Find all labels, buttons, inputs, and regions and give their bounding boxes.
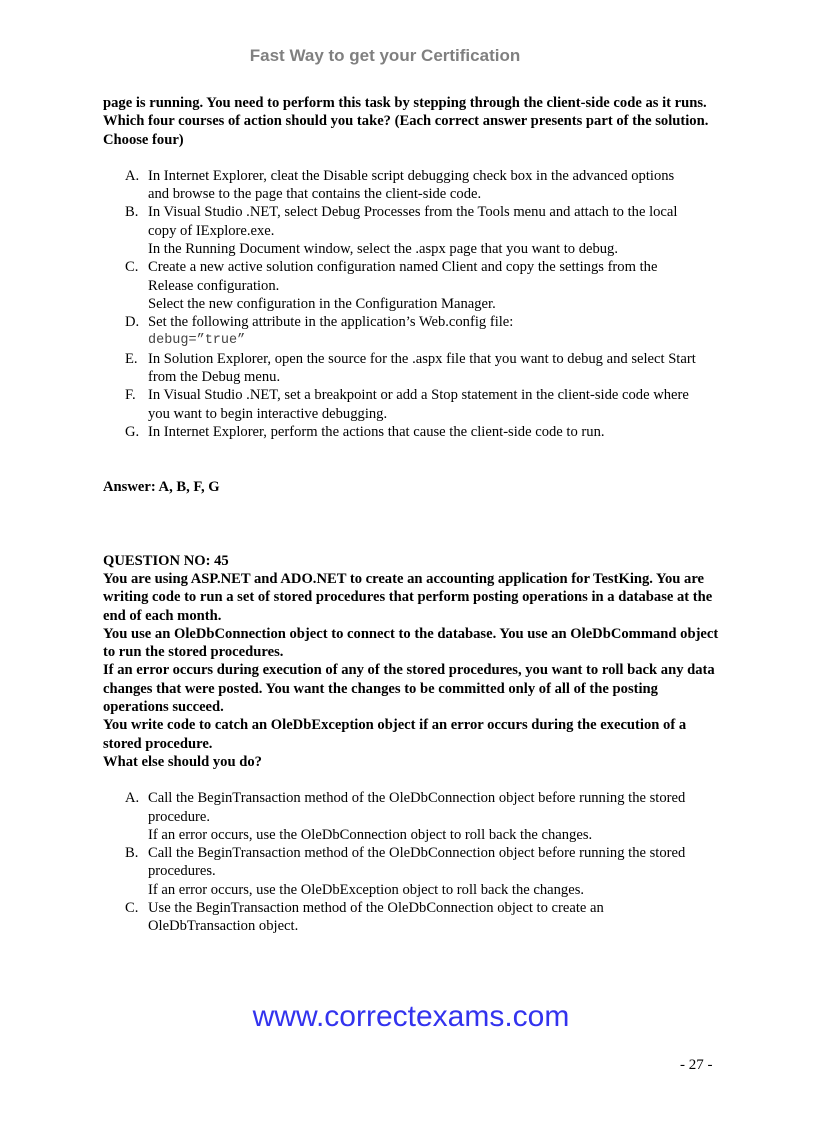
q44-option-f [103, 386, 723, 423]
option-text: Call the BeginTransaction method of the OleDbConnection object before running the stored [148, 790, 686, 807]
option-text: Release configuration. [148, 277, 280, 294]
option-text: OleDbTransaction object. [148, 918, 299, 935]
code-snippet: debug=”true” [148, 332, 246, 348]
q45-body-1: You are using ASP.NET and ADO.NET to create an accounting application for TestKing. You are writing code to run a set of stored procedures that perform posting operations in a database at the end of each month. [103, 570, 713, 624]
q45-option-c [103, 899, 723, 936]
q44-intro-1: page is running. You need to perform this task by stepping through the client-side code as it runs. [103, 95, 707, 111]
option-text: If an error occurs, use the OleDbConnection object to roll back the changes. [148, 826, 593, 843]
option-text: Create a new active solution configuration named Client and copy the settings from the [148, 259, 658, 276]
option-letter: D. [125, 314, 140, 331]
option-letter: F. [125, 387, 136, 404]
q44-intro-2: Which four courses of action should you take? (Each correct answer presents part of the solution. Choose four) [103, 113, 709, 148]
option-letter: B. [125, 845, 139, 862]
option-letter: E. [125, 350, 138, 367]
website-link[interactable]: www.correctexams.com [252, 1000, 570, 1033]
q45-option-a [103, 789, 723, 844]
q44-option-e [103, 350, 723, 387]
option-letter: G. [125, 424, 140, 441]
option-text: you want to begin interactive debugging. [148, 405, 388, 422]
q44-option-d [103, 313, 723, 350]
q45-body-3: If an error occurs during execution of any of the stored procedures, you want to roll back any data changes that were posted. You want the changes to be committed only of all of the posting operations succeed. [103, 662, 715, 716]
q45-option-b [103, 844, 723, 899]
q45-options [103, 789, 723, 935]
q45-body-4: You write code to catch an OleDbException object if an error occurs during the execution of a stored procedure. [103, 717, 687, 752]
q44-options [103, 167, 723, 441]
option-text: procedures. [148, 863, 216, 880]
q44-answer: Answer: A, B, F, G [103, 479, 220, 496]
q45-heading: QUESTION NO: 45 [103, 552, 229, 569]
option-text: and browse to the page that contains the client-side code. [148, 186, 482, 203]
option-letter: B. [125, 204, 139, 221]
q45-body-2: You use an OleDbConnection object to connect to the database. You use an OleDbCommand object to run the stored procedures. [103, 625, 719, 661]
option-letter: C. [125, 899, 139, 916]
q44-option-b [103, 203, 723, 258]
q44-option-c [103, 258, 723, 313]
option-text: In Internet Explorer, perform the actions that cause the client-side code to run. [148, 424, 605, 441]
option-text: In Visual Studio .NET, select Debug Processes from the Tools menu and attach to the local [148, 204, 678, 221]
option-text: Set the following attribute in the application’s Web.config file: [148, 314, 514, 331]
option-text: procedure. [148, 808, 210, 825]
option-letter: C. [125, 259, 139, 276]
q44-option-a [103, 167, 723, 204]
option-text: Select the new configuration in the Configuration Manager. [148, 295, 496, 312]
q45-body-5: What else should you do? [103, 753, 262, 770]
option-text: If an error occurs, use the OleDbException object to roll back the changes. [148, 881, 585, 898]
option-letter: A. [125, 790, 140, 807]
option-text: In Internet Explorer, cleat the Disable script debugging check box in the advanced options [148, 167, 675, 184]
option-text: Call the BeginTransaction method of the OleDbConnection object before running the stored [148, 845, 686, 862]
page-header-title: Fast Way to get your Certification [249, 46, 521, 65]
page-number: - 27 - [680, 1057, 713, 1073]
option-text: In the Running Document window, select the .aspx page that you want to debug. [148, 241, 619, 258]
option-text: from the Debug menu. [148, 369, 281, 386]
option-text: Use the BeginTransaction method of the OleDbConnection object to create an [148, 899, 604, 916]
option-letter: A. [125, 167, 140, 184]
option-text: In Solution Explorer, open the source for the .aspx file that you want to debug and select Start [148, 350, 696, 367]
document-body [103, 94, 723, 936]
option-text: copy of IExplore.exe. [148, 222, 275, 239]
option-text: In Visual Studio .NET, set a breakpoint or add a Stop statement in the client-side code where [148, 387, 689, 404]
q44-option-g [103, 423, 723, 441]
